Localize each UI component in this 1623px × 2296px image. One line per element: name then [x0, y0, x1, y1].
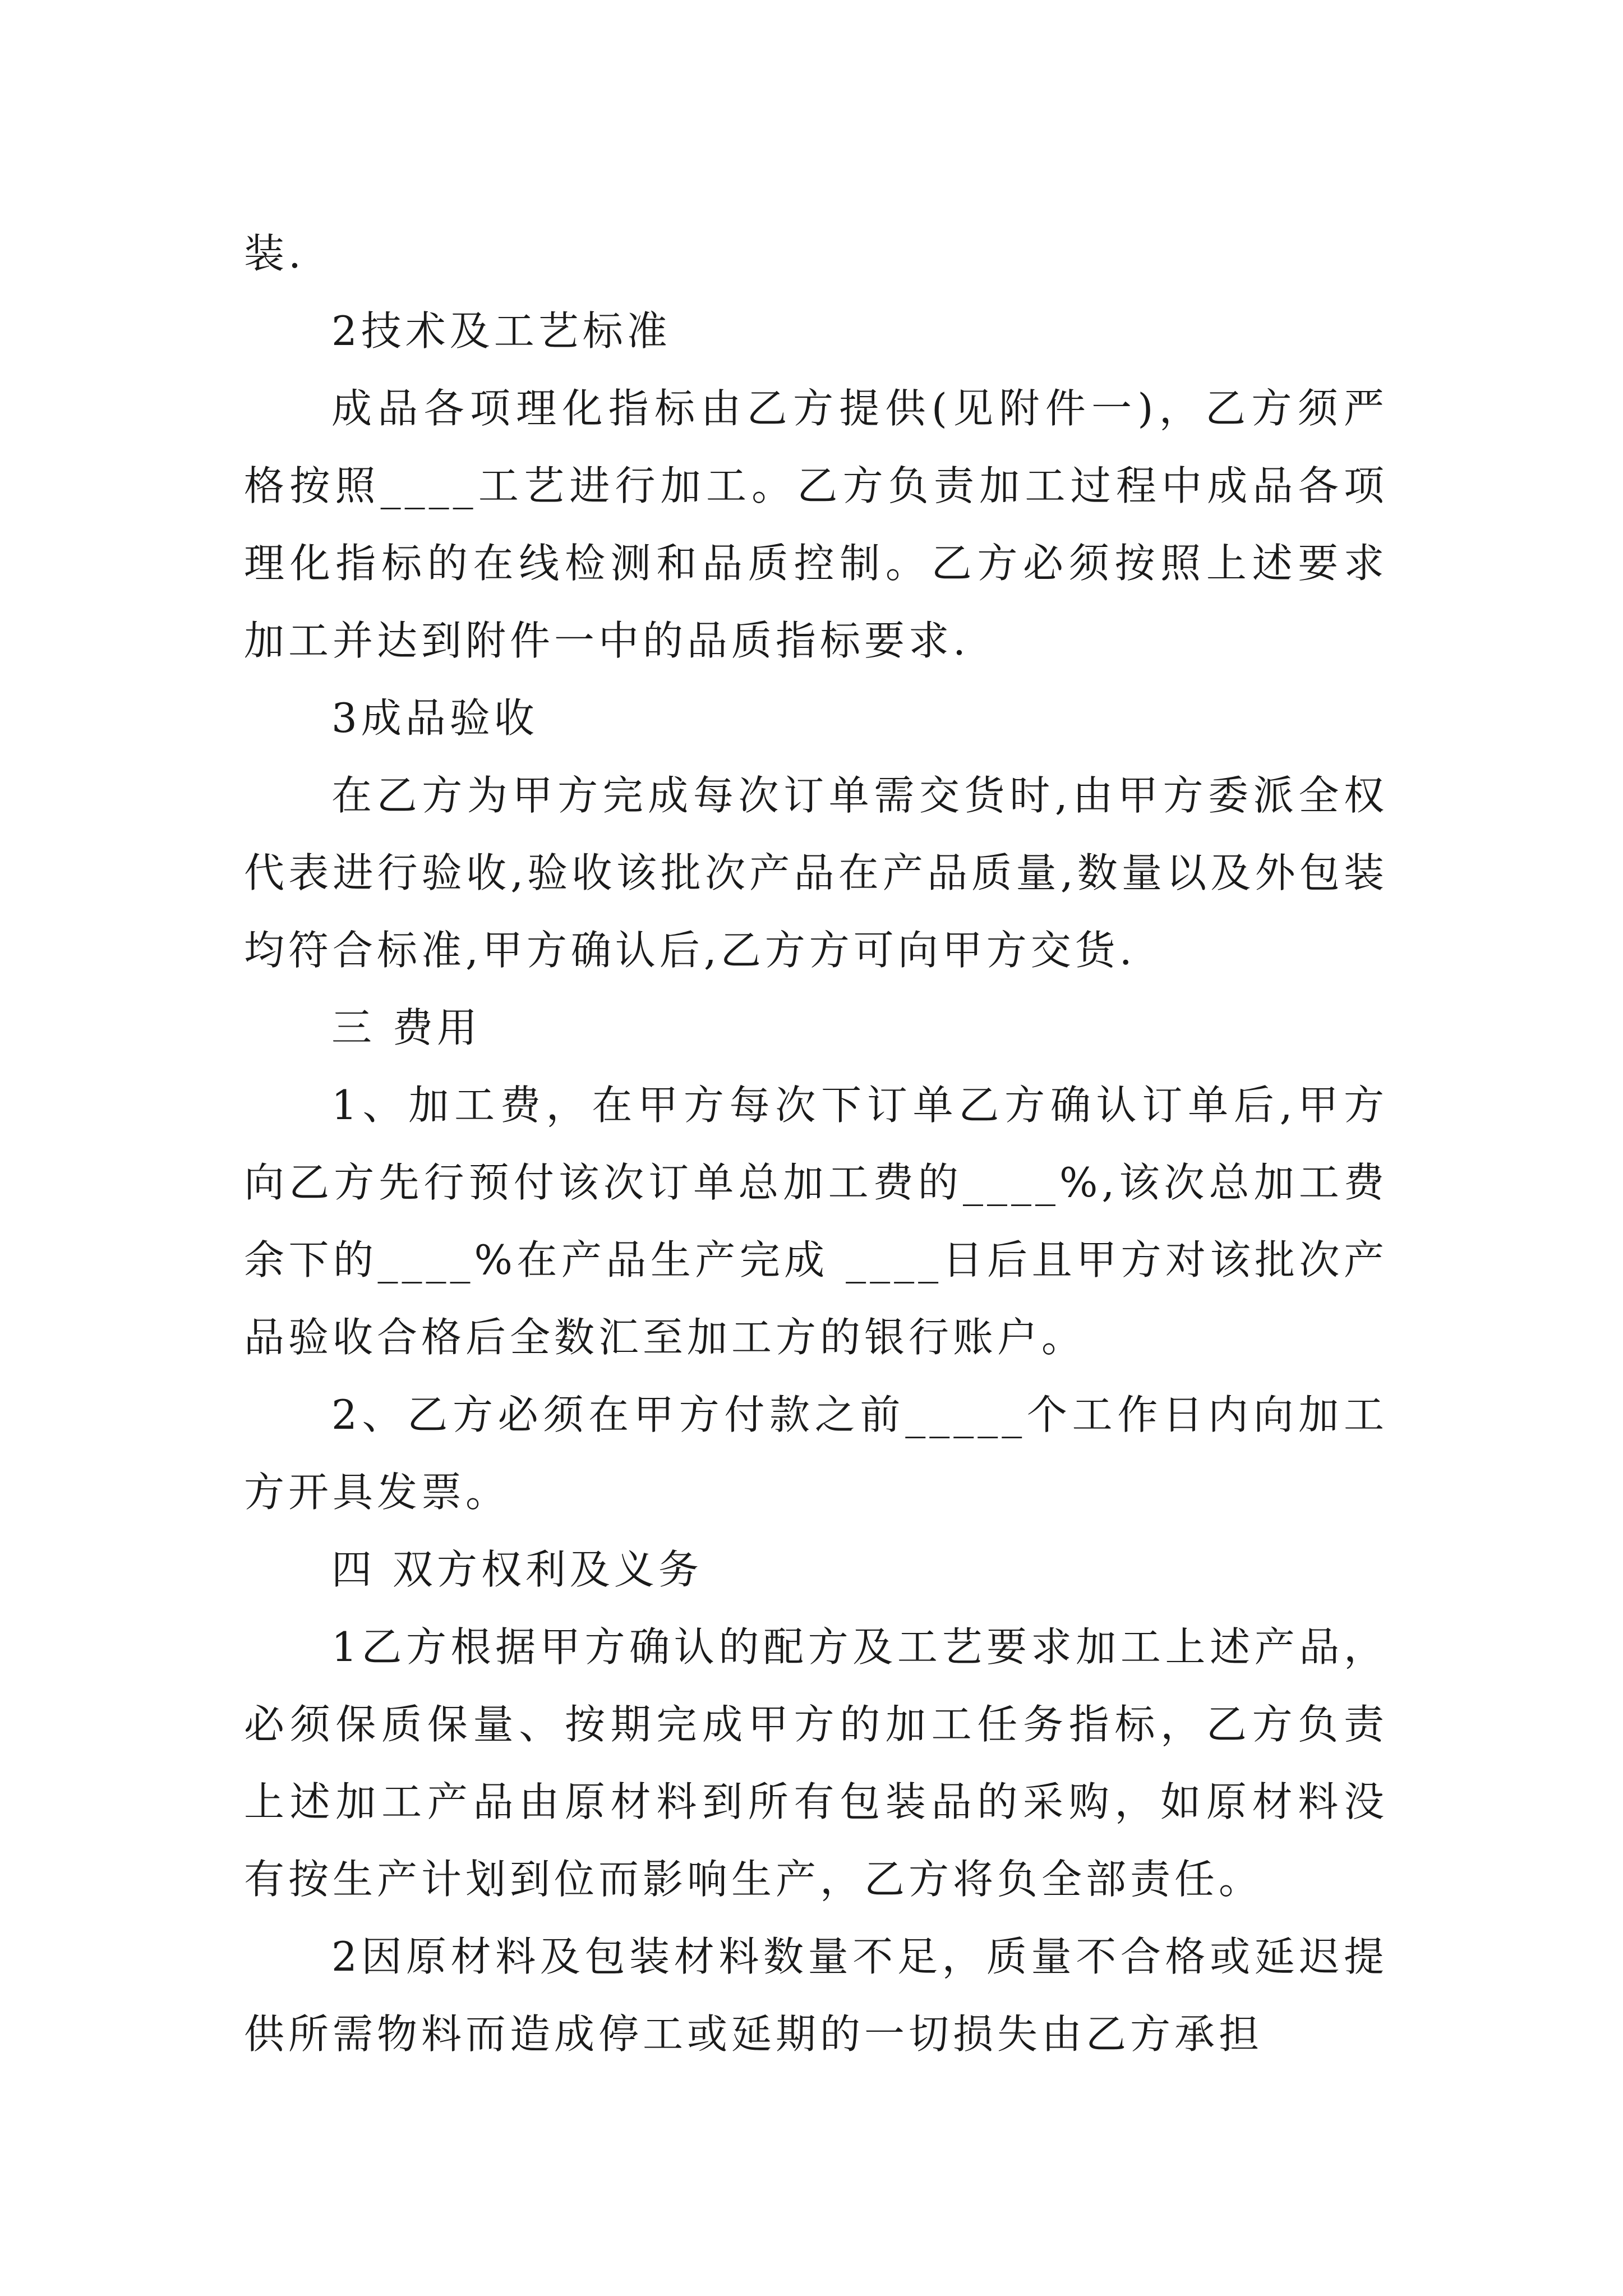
paragraph-technical-standard: 成品各项理化指标由乙方提供(见附件一)，乙方须严格按照____工艺进行加工。乙方负责加工过程中成品各项理化指标的在线检测和品质控制。乙方必须按照上述要求加工并达到附件一中的品质指标要求. — [244, 385, 1388, 664]
paragraph-obligation-2: 2因原材料及包装材料数量不足，质量不合格或延迟提供所需物料而造成停工或延期的一切损失由乙方承担 — [244, 1933, 1388, 2058]
section-heading-rights-obligations: 四 双方权利及义务 — [331, 1546, 703, 1593]
paragraph-processing-fee: 1、加工费，在甲方每次下订单乙方确认订单后,甲方向乙方先行预付该次订单总加工费的____%,该次总加工费余下的____%在产品生产完成 ____日后且甲方对该批次产品验收合格后全数汇至加工方的银行账户。 — [244, 1082, 1388, 1361]
paragraph-invoice: 2、乙方必须在甲方付款之前_____个工作日内向加工方开具发票。 — [244, 1391, 1388, 1516]
paragraph-acceptance: 在乙方为甲方完成每次订单需交货时,由甲方委派全权代表进行验收,验收该批次产品在产品质量,数量以及外包装均符合标准,甲方确认后,乙方方可向甲方交货. — [244, 772, 1388, 974]
section-heading-fees: 三 费用 — [331, 1004, 481, 1051]
paragraph-obligation-1: 1乙方根据甲方确认的配方及工艺要求加工上述产品，必须保质保量、按期完成甲方的加工任务指标，乙方负责上述加工产品由原材料到所有包装品的采购，如原材料没有按生产计划到位而影响生产，乙方将负全部责任。 — [244, 1623, 1388, 1903]
document-body — [244, 215, 1388, 2073]
section-heading-acceptance: 3成品验收 — [331, 694, 538, 742]
section-heading-technical-standard: 2技术及工艺标准 — [331, 307, 671, 355]
paragraph-continuation: 装. — [244, 230, 305, 277]
